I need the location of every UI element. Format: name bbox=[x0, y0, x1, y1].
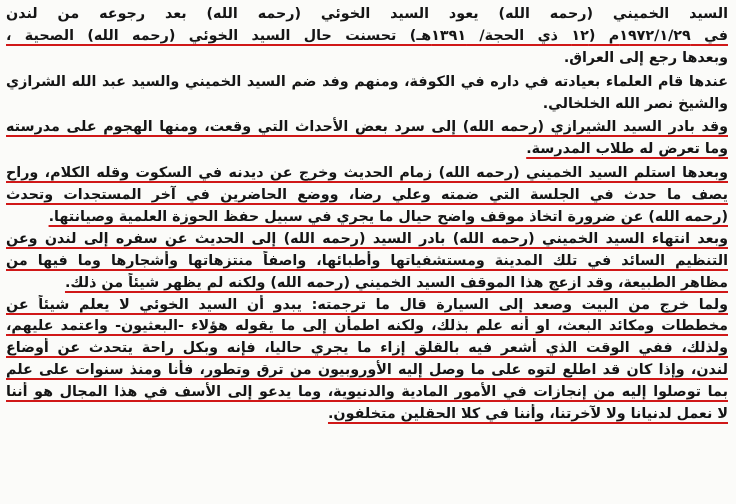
text-line: يصف ما حدث في الجلسة التي ضمته وعلي رضا، ووضع الحاضرين في آخر المستجدات وتحدث bbox=[6, 187, 728, 204]
text-line: وبعد انتهاء السيد الخميني (رحمه الله) بادر السيد (رحمه الله) إلى الحديث عن سفره إلى لندن وعن bbox=[6, 230, 728, 247]
text-line: بما توصلوا إليه من إنجازات في الأمور المادية والدنيوية، وما يدعو إلى الأسف في هذا المجال هو أننا bbox=[6, 384, 728, 401]
arabic-text-body bbox=[6, 4, 728, 426]
text-line: وقد بادر السيد الشيرازي (رحمه الله) إلى سرد بعض الأحداث التي وقعت، ومنها الهجوم على مدرسته bbox=[6, 119, 728, 136]
text-line: وما تعرض له طلاب المدرسة. bbox=[526, 141, 728, 158]
text-line: عندها قام العلماء بعيادته في داره في الكوفة، ومنهم وفد ضم السيد الخميني والسيد عبد الله الشرازي bbox=[6, 73, 728, 90]
heading-line: السيد الخميني (رحمه الله) يعود السيد الخوئي (رحمه الله) بعد رجوعه من لندن bbox=[6, 6, 728, 22]
text-line: ولذلك، ففي الوقت الذي أشعر فيه بالقلق إزاء ما يجري حاليا، فإنه وبكل راحة يتحدث عن أوضاع bbox=[6, 340, 728, 357]
text-line: (رحمه الله) عن ضرورة اتخاذ موقف واضح حيال ما يجري في سبيل حفظ الحوزة العلمية وصيانتها. bbox=[48, 209, 728, 226]
text-line: وبعدها استلم السيد الخميني (رحمه الله) زمام الحديث وخرج عن ديدنه في السكوت وقله الكلام، وراح bbox=[6, 165, 728, 182]
text-line: مخططات ومكائد البعث، او أنه علم بذلك، ولكنه اطمأن إلى ما يقوله هؤلاء -البعثيون- واعتمد عليهم، bbox=[6, 318, 728, 335]
text-line: التنظيم السائد في تلك المدينة ومستشفياتها وأطبائها، واصفاً منتزهاتها وأشجارها وما فيها من bbox=[6, 252, 728, 269]
text-line: والشيخ نصر الله الخلخالي. bbox=[542, 95, 728, 112]
text-line: وبعدها رجع إلى العراق. bbox=[563, 49, 728, 66]
text-line: لندن، وإذا كان قد اطلع لتوه على ما وصل إليه الأوروبيون من ترق وتطور، فأنا ومنذ سنوات على علم bbox=[6, 362, 728, 379]
text-line: لا نعمل لدنيانا ولا لآخرتنا، وأننا في كلا الحقلين متخلفون. bbox=[327, 406, 728, 423]
text-line: مظاهر الطبيعة، وقد ازعج هذا الموقف السيد الخميني (رحمه الله) ولكنه لم يظهر شيئاً من ذلك. bbox=[64, 274, 728, 291]
text-line: ولما خرج من البيت وصعد إلى السيارة قال ما ترجمته: يبدو أن السيد الخوئي لا يعلم شيئاً عن bbox=[6, 296, 728, 313]
text-line: في ١٩٧٢/١/٢٩م (١٢ ذي الحجة/ ١٣٩١هـ) تحسنت حال السيد الخوئي (رحمه الله) الصحية ، bbox=[6, 27, 728, 44]
